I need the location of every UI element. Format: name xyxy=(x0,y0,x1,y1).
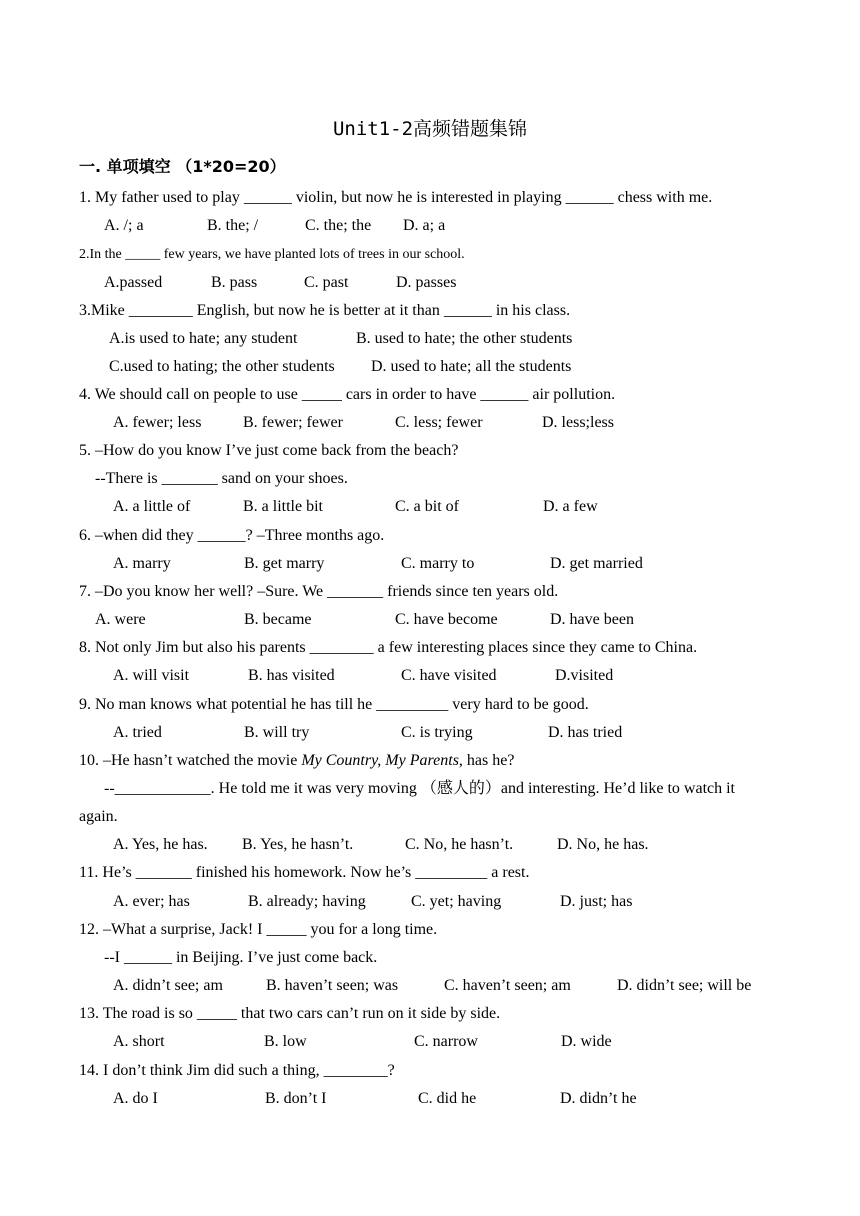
q8-option-d: D.visited xyxy=(555,667,614,684)
question-10 xyxy=(79,751,514,771)
q13-option-a: A. short xyxy=(113,1033,165,1050)
q14-option-a: A. do I xyxy=(113,1090,158,1107)
q10-option-d: D. No, he has. xyxy=(557,836,649,853)
q4-option-a: A. fewer; less xyxy=(113,414,202,431)
q14-option-b: B. don’t I xyxy=(265,1090,327,1107)
q12-option-d: D. didn’t see; will be xyxy=(617,977,752,994)
question-12: 12. –What a surprise, Jack! I _____ you for a long time. xyxy=(79,921,438,938)
question-3: 3.Mike ________ English, but now he is better at it than ______ in his class. xyxy=(79,302,571,319)
q7-option-b: B. became xyxy=(244,611,312,628)
q14-option-d: D. didn’t he xyxy=(560,1090,637,1107)
q13-option-c: C. narrow xyxy=(414,1033,478,1050)
q9-option-d: D. has tried xyxy=(548,724,623,741)
q13-option-b: B. low xyxy=(264,1033,307,1050)
q6-option-d: D. get married xyxy=(550,555,643,572)
q3-option-a: A.is used to hate; any student xyxy=(109,330,298,347)
question-2: 2.In the _____ few years, we have planted lots of trees in our school. xyxy=(79,247,465,262)
q5-option-d: D. a few xyxy=(543,498,598,515)
question-9: 9. No man knows what potential he has till he _________ very hard to be good. xyxy=(79,696,589,713)
q1-option-a: A. /; a xyxy=(104,217,144,234)
question-11: 11. He’s _______ finished his homework. Now he’s _________ a rest. xyxy=(79,864,530,881)
q5-option-b: B. a little bit xyxy=(243,498,323,515)
q10-option-b: B. Yes, he hasn’t. xyxy=(242,836,354,853)
q9-option-c: C. is trying xyxy=(401,724,473,741)
q2-option-b: B. pass xyxy=(211,274,258,291)
q12-option-a: A. didn’t see; am xyxy=(113,977,223,994)
question-13: 13. The road is so _____ that two cars can’t run on it side by side. xyxy=(79,1005,501,1022)
q8-option-b: B. has visited xyxy=(248,667,335,684)
q4-option-d: D. less;less xyxy=(542,414,614,431)
q11-option-a: A. ever; has xyxy=(113,893,190,910)
q10-text-b: , has he? xyxy=(458,752,515,769)
question-10-reply-cont: again. xyxy=(79,808,118,825)
q12-option-b: B. haven’t seen; was xyxy=(266,977,399,994)
q2-option-c: C. past xyxy=(304,274,349,291)
q2-option-a: A.passed xyxy=(104,274,163,291)
q6-option-a: A. marry xyxy=(113,555,171,572)
q6-option-b: B. get marry xyxy=(244,555,325,572)
movie-title: My Country, My Parents xyxy=(301,752,459,769)
q3-option-b: B. used to hate; the other students xyxy=(356,330,573,347)
q1-option-d: D. a; a xyxy=(403,217,446,234)
q1-option-b: B. the; / xyxy=(207,217,259,234)
q10-option-c: C. No, he hasn’t. xyxy=(405,836,514,853)
question-7: 7. –Do you know her well? –Sure. We _______ friends since ten years old. xyxy=(79,583,559,600)
page-title: Unit1-2高频错题集锦 xyxy=(332,118,528,140)
q7-option-a: A. were xyxy=(95,611,146,628)
question-10-reply: --____________. He told me it was very moving （感人的）and interesting. He’d like to watch it xyxy=(104,780,736,797)
question-4: 4. We should call on people to use _____ cars in order to have ______ air pollution. xyxy=(79,386,616,403)
q9-option-b: B. will try xyxy=(244,724,310,741)
question-5-reply: --There is _______ sand on your shoes. xyxy=(95,470,348,487)
q11-option-d: D. just; has xyxy=(560,893,633,910)
q6-option-c: C. marry to xyxy=(401,555,475,572)
q1-option-c: C. the; the xyxy=(305,217,372,234)
q9-option-a: A. tried xyxy=(113,724,162,741)
question-12-reply: --I ______ in Beijing. I’ve just come back. xyxy=(104,949,378,966)
q3-option-c: C.used to hating; the other students xyxy=(109,358,335,375)
question-6: 6. –when did they ______? –Three months ago. xyxy=(79,527,385,544)
question-5: 5. –How do you know I’ve just come back from the beach? xyxy=(79,442,459,459)
section-heading: 一. 单项填空 （1*20=20） xyxy=(79,157,286,176)
q5-option-a: A. a little of xyxy=(113,498,191,515)
q10-option-a: A. Yes, he has. xyxy=(113,836,208,853)
q11-option-b: B. already; having xyxy=(248,893,366,910)
q8-option-c: C. have visited xyxy=(401,667,497,684)
question-8: 8. Not only Jim but also his parents ________ a few interesting places since they came to China. xyxy=(79,639,698,656)
q11-option-c: C. yet; having xyxy=(411,893,502,910)
q7-option-d: D. have been xyxy=(550,611,634,628)
q5-option-c: C. a bit of xyxy=(395,498,459,515)
question-1: 1. My father used to play ______ violin, but now he is interested in playing ______ chess with me. xyxy=(79,189,713,206)
question-14: 14. I don’t think Jim did such a thing, ________? xyxy=(79,1062,395,1079)
q2-option-d: D. passes xyxy=(396,274,457,291)
q12-option-c: C. haven’t seen; am xyxy=(444,977,571,994)
q13-option-d: D. wide xyxy=(561,1033,612,1050)
q4-option-b: B. fewer; fewer xyxy=(243,414,343,431)
q14-option-c: C. did he xyxy=(418,1090,477,1107)
q4-option-c: C. less; fewer xyxy=(395,414,483,431)
q8-option-a: A. will visit xyxy=(113,667,190,684)
q7-option-c: C. have become xyxy=(395,611,498,628)
q10-text-a: 10. –He hasn’t watched the movie xyxy=(79,752,302,769)
q3-option-d: D. used to hate; all the students xyxy=(371,358,572,375)
